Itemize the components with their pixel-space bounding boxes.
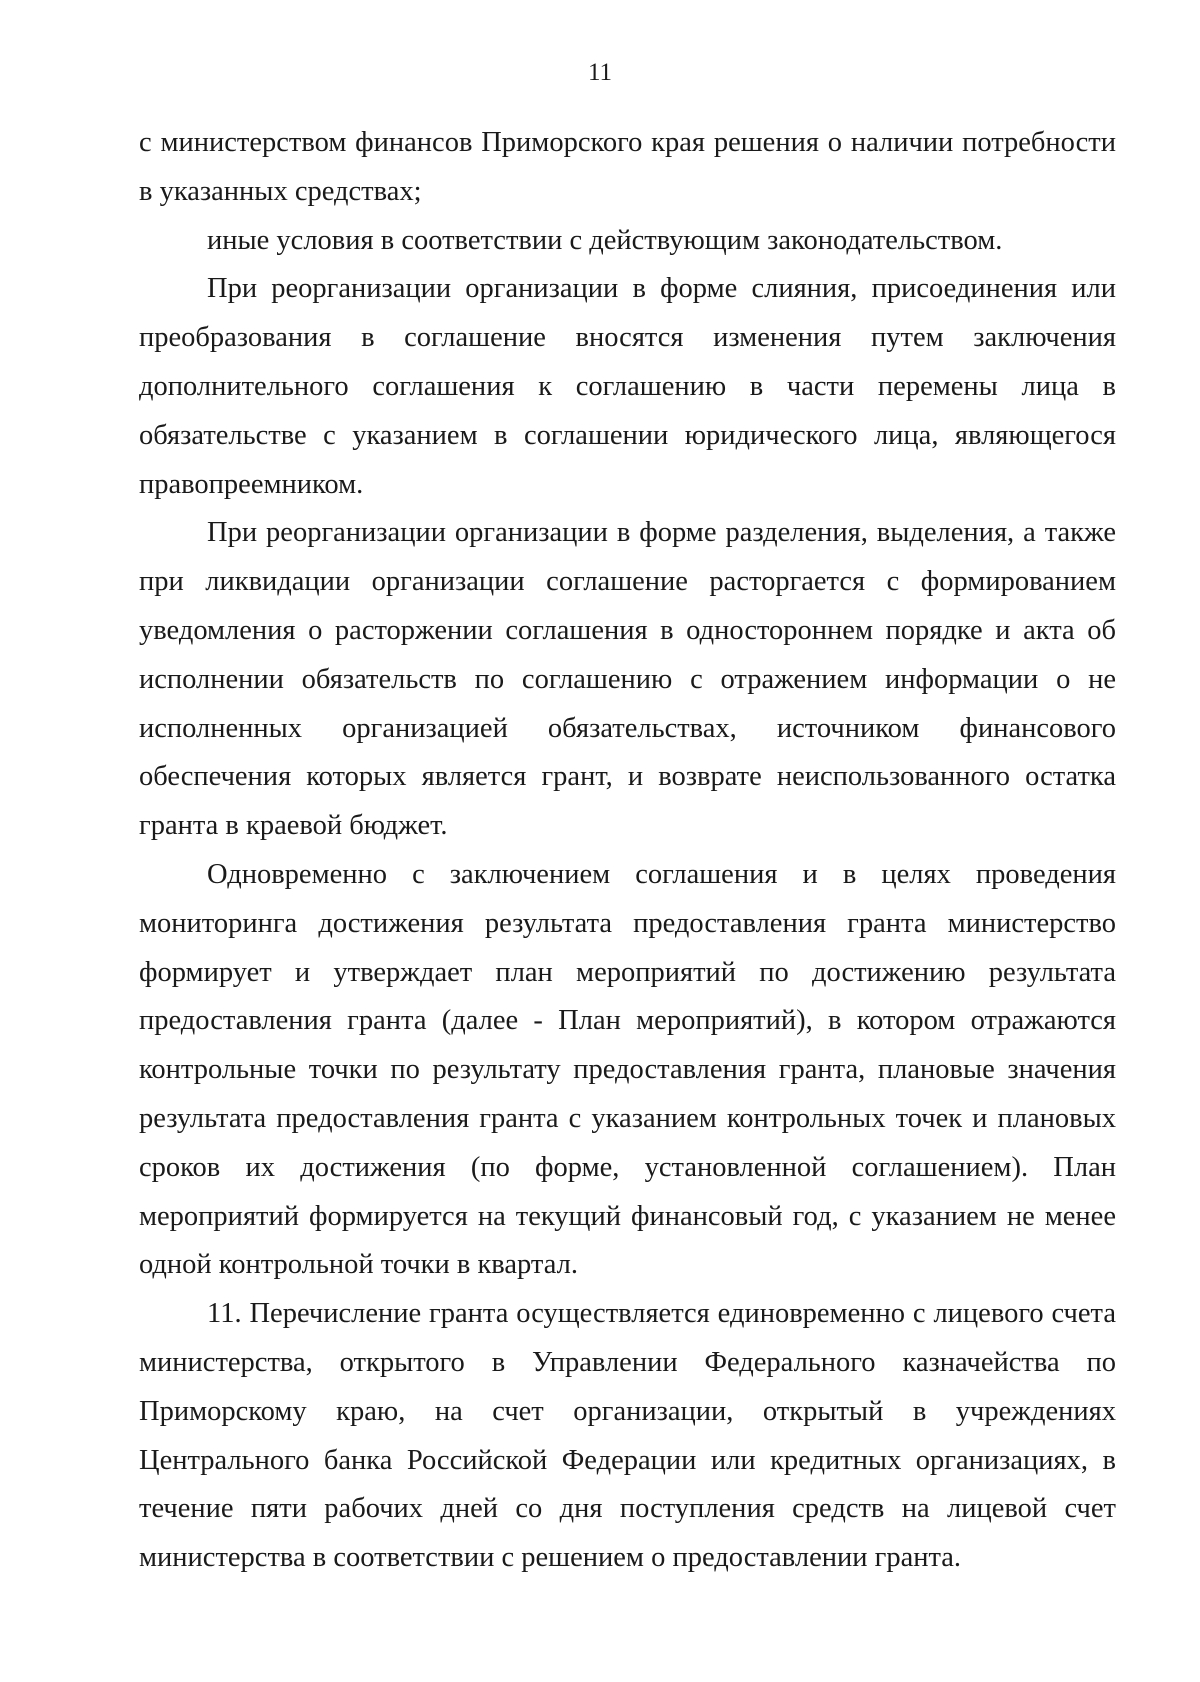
paragraph-continuation: с министерством финансов Приморского края решения о наличии потребности в указанных средствах; (139, 127, 1116, 207)
paragraph-grant-transfer: 11. Перечисление гранта осуществляется единовременно с лицевого счета министерства, открытого в Управлении Федерального казначейства по Приморскому краю, на счет организации, открытый в учреждениях Центрального банка Российской Федерации или кредитных организациях, в течение пяти рабочих дней со дня поступления средств на лицевой счет министерства в соответствии с решением о предоставлении гранта. (139, 1298, 1116, 1574)
page-number: 11 (587, 59, 613, 86)
paragraph-other-conditions: иные условия в соответствии с действующим законодательством. (207, 224, 1003, 256)
paragraph-monitoring-plan: Одновременно с заключением соглашения и в целях проведения мониторинга достижения результата предоставления гранта министерство формирует и утверждает план мероприятий по достижению результата предоставления гранта (далее - План мероприятий), в котором отражаются контрольные точки по результату предоставления гранта, плановые значения результата предоставления гранта с указанием контрольных точек и плановых сроков их достижения (по форме, установленной соглашением). План мероприятий формируется на текущий финансовый год, с указанием не менее одной контрольной точки в квартал. (139, 858, 1116, 1281)
paragraph-reorganization-merger: При реорганизации организации в форме слияния, присоединения или преобразования в соглашение вносятся изменения путем заключения дополнительного соглашения к соглашению в части перемены лица в обязательстве с указанием в соглашении юридического лица, являющегося правопреемником. (139, 273, 1116, 500)
document-body (139, 119, 1116, 1583)
paragraph-reorganization-division: При реорганизации организации в форме разделения, выделения, а также при ликвидации организации соглашение расторгается с формированием уведомления о расторжении соглашения в одностороннем порядке и акта об исполнении обязательств по соглашению с отражением информации о не исполненных организацией обязательствах, источником финансового обеспечения которых является грант, и возврате неиспользованного остатка гранта в краевой бюджет. (139, 517, 1116, 842)
